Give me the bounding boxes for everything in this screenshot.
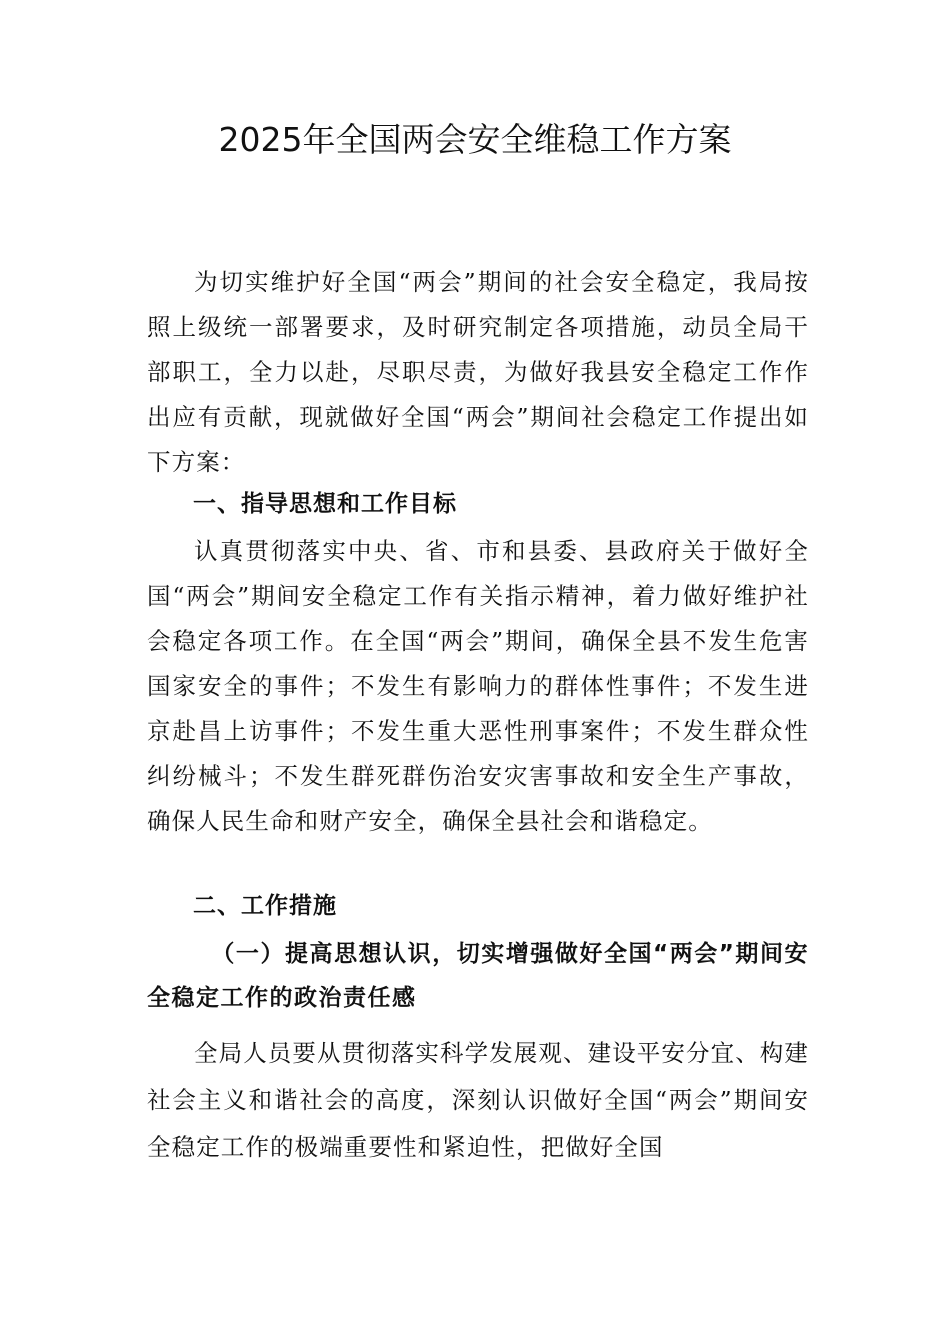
section-2-heading: 二、工作措施 [193, 893, 337, 919]
section-1-heading: 一、指导思想和工作目标 [193, 491, 457, 517]
subsection-1-heading: （一）提高思想认识，切实增强做好全国“两会”期间安全稳定工作的政治责任感 [147, 941, 809, 1011]
section-1-paragraph: 认真贯彻落实中央、省、市和县委、县政府关于做好全国“两会”期间安全稳定工作有关指示精神，着力做好维护社会稳定各项工作。在全国“两会”期间，确保全县不发生危害国家安全的事件；不发生有影响力的群体性事件；不发生进京赴昌上访事件；不发生重大恶性刑事案件；不发生群众性纠纷械斗；不发生群死群伤治安灾害事故和安全生产事故，确保人民生命和财产安全，确保全县社会和谐稳定。 [147, 537, 809, 835]
subsection-1-paragraph: 全局人员要从贯彻落实科学发展观、建设平安分宜、构建社会主义和谐社会的高度，深刻认识做好全国“两会”期间安全稳定工作的极端重要性和紧迫性，把做好全国 [147, 1039, 809, 1161]
document-title: 2025年全国两会安全维稳工作方案 [218, 120, 732, 159]
intro-paragraph: 为切实维护好全国“两会”期间的社会安全稳定，我局按照上级统一部署要求，及时研究制定各项措施，动员全局干部职工，全力以赴，尽职尽责，为做好我县安全稳定工作作出应有贡献，现就做好全国“两会”期间社会稳定工作提出如下方案： [147, 268, 809, 476]
